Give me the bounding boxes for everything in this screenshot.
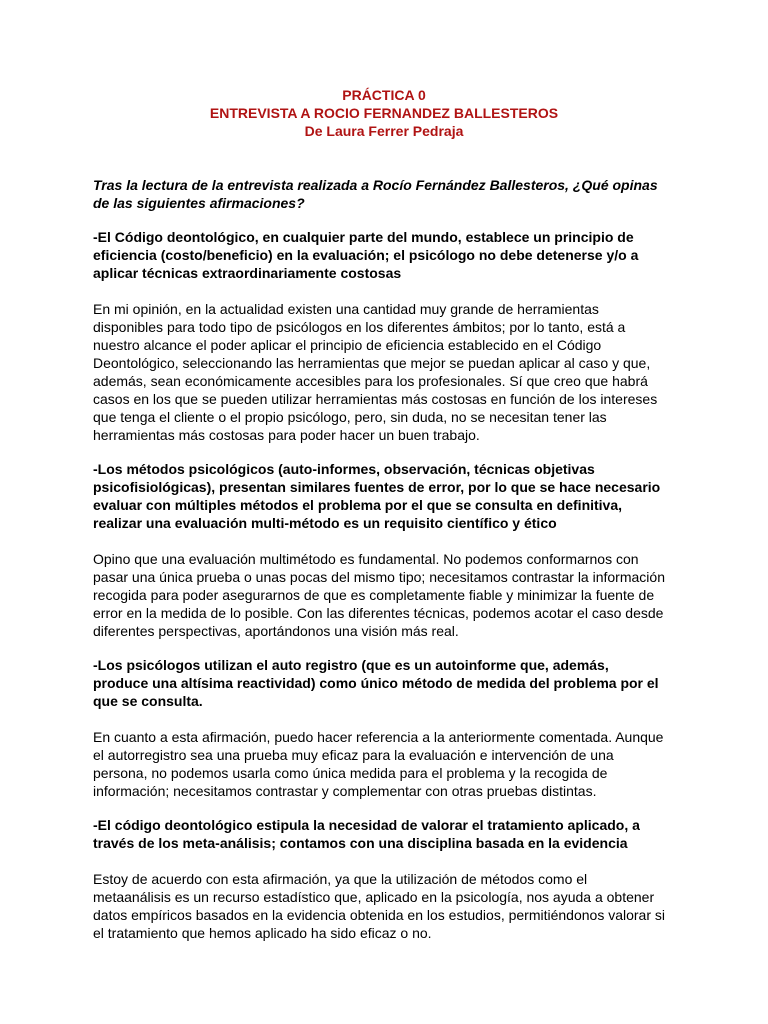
answer-line: disponibles para todo tipo de psicólogos en los diferentes ámbitos; por lo tanto, está a xyxy=(93,319,626,335)
answer-line: que tenga el cliente o el propio psicólogo, pero, sin duda, no se necesitan tener las xyxy=(93,409,607,425)
document-author: De Laura Ferrer Pedraja xyxy=(304,123,464,139)
answer-line: datos empíricos basados en la evidencia obtenida en los estudios, permitiéndonos valorar si xyxy=(93,907,666,923)
answer-line: herramientas más costosas para poder hacer un buen trabajo. xyxy=(93,427,480,443)
answer-line: metaanálisis es un recurso estadístico que, aplicado en la psicología, nos ayuda a obtener xyxy=(93,889,655,905)
statement-3 xyxy=(93,656,683,710)
answer-line: información; necesitamos contrastar y complementar con otras pruebas distintas. xyxy=(93,783,597,799)
document-subtitle: ENTREVISTA A ROCIO FERNANDEZ BALLESTEROS xyxy=(209,105,559,121)
answer-line: pasar una única prueba o unas pocas del mismo tipo; necesitamos contrastar la información xyxy=(93,569,665,585)
statement-line: través de los meta-análisis; contamos con una disciplina basada en la evidencia xyxy=(93,835,628,851)
answer-line: Estoy de acuerdo con esta afirmación, ya que la utilización de métodos como el xyxy=(93,871,588,887)
statement-line: evaluar con múltiples métodos el problema por el que se consulta en definitiva, xyxy=(93,497,623,513)
answer-3 xyxy=(93,728,683,800)
answer-line: Deontológico, seleccionando las herramientas que mejor se puedan aplicar al caso y que, xyxy=(93,355,651,371)
answer-line: En cuanto a esta afirmación, puedo hacer referencia a la anteriormente comentada. Aunque xyxy=(93,729,664,745)
document-header xyxy=(0,86,768,140)
answer-2 xyxy=(93,550,683,640)
answer-line: recogida para poder asegurarnos de que es completamente fiable y minimizar la fuente de xyxy=(93,587,655,603)
answer-line: el tratamiento que hemos aplicado ha sido eficaz o no. xyxy=(93,925,432,941)
statement-line: realizar una evaluación multi-método es un requisito científico y ético xyxy=(93,515,557,531)
statement-line: -Los psicólogos utilizan el auto registro (que es un autoinforme que, además, xyxy=(93,657,609,673)
statement-line: -Los métodos psicológicos (auto-informes, observación, técnicas objetivas xyxy=(93,461,595,477)
statement-4 xyxy=(93,816,683,852)
answer-line: En mi opinión, en la actualidad existen una cantidad muy grande de herramientas xyxy=(93,301,599,317)
answer-line: persona, no podemos usarla como única medida para el problema y la recogida de xyxy=(93,765,608,781)
statement-line: que se consulta. xyxy=(93,693,203,709)
statement-line: -El Código deontológico, en cualquier parte del mundo, establece un principio de xyxy=(93,229,634,245)
answer-line: nuestro alcance el poder aplicar el principio de eficiencia establecido en el Código xyxy=(93,337,602,353)
intro-line: de las siguientes afirmaciones? xyxy=(93,195,305,211)
statement-2 xyxy=(93,460,683,532)
answer-1 xyxy=(93,300,683,444)
statement-line: produce una altísima reactividad) como único método de medida del problema por el xyxy=(93,675,659,691)
statement-line: -El código deontológico estipula la necesidad de valorar el tratamiento aplicado, a xyxy=(93,817,640,833)
answer-line: error en la medida de lo posible. Con las diferentes técnicas, podemos acotar el caso desde xyxy=(93,605,664,621)
statement-line: eficiencia (costo/beneficio) en la evaluación; el psicólogo no debe detenerse y/o a xyxy=(93,247,639,263)
answer-line: además, sean económicamente accesibles para los profesionales. Sí que creo que habrá xyxy=(93,373,648,389)
answer-line: Opino que una evaluación multimétodo es fundamental. No podemos conformarnos con xyxy=(93,551,639,567)
statement-line: aplicar técnicas extraordinariamente costosas xyxy=(93,265,402,281)
answer-line: casos en los que se pueden utilizar herramientas más costosas en función de los intereses xyxy=(93,391,658,407)
intro-paragraph xyxy=(93,176,683,212)
statement-1 xyxy=(93,228,683,282)
answer-4 xyxy=(93,870,683,942)
intro-line: Tras la lectura de la entrevista realizada a Rocío Fernández Ballesteros, ¿Qué opinas xyxy=(93,177,658,193)
document-title: PRÁCTICA 0 xyxy=(342,87,426,103)
document-body xyxy=(93,176,683,958)
answer-line: el autorregistro sea una prueba muy eficaz para la evaluación e intervención de una xyxy=(93,747,614,763)
statement-line: psicofisiológicas), presentan similares fuentes de error, por lo que se hace necesario xyxy=(93,479,661,495)
answer-line: diferentes perspectivas, aportándonos una visión más real. xyxy=(93,623,459,639)
